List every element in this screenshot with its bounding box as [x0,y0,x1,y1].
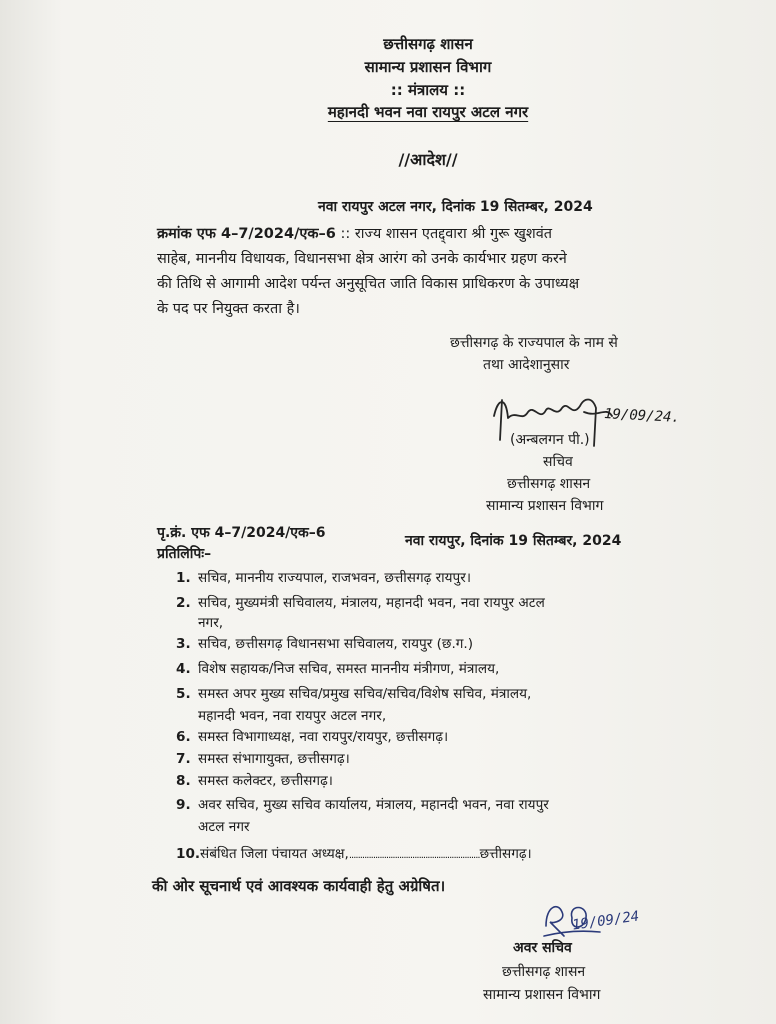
signatory-1-name: (अन्बलगन पी.) [510,432,590,448]
signatory-2-org-2: सामान्य प्रशासन विभाग [483,987,601,1003]
order-line-3: की तिथि से आगामी आदेश पर्यन्त अनुसूचित जाति विकास प्राधिकरण के उपाध्यक्ष [157,276,580,292]
list-item: 2. सचिव, मुख्यमंत्री सचिवालय, मंत्रालय, महानदी भवन, नवा रायपुर अटल [176,595,545,611]
header-line-3: :: मंत्रालय :: [390,81,466,99]
endorsement-place-date: नवा रायपुर, दिनांक 19 सितम्बर, 2024 [405,533,622,549]
signature-2-date: 19/09/24 [571,908,641,934]
list-item-continuation: महानदी भवन, नवा रायपुर अटल नगर, [198,708,387,724]
list-item: 10.संबंधित जिला पंचायत अध्यक्ष,............................................................छत्तीसगढ़। [176,846,532,862]
order-line-1-rest: :: राज्य शासन एतद्द्वारा श्री गुरू खुशवंत [340,226,553,242]
order-number: क्रमांक एफ 4–7/2024/एक–6 [157,226,336,242]
list-item: 9. अवर सचिव, मुख्य सचिव कार्यालय, मंत्रालय, महानदी भवन, नवा रायपुर [176,797,549,813]
copy-label: प्रतिलिपिः– [157,546,212,562]
order-title: //आदेश// [398,150,458,169]
closing-line: की ओर सूचनार्थ एवं आवश्यक कार्यवाही हेतु अग्रेषित। [152,877,446,895]
signature-1-date: 19/09/24. [603,406,681,426]
signatory-1-designation: सचिव [543,454,573,470]
signatory-1-org-1: छत्तीसगढ़ शासन [507,476,591,492]
header-line-4: महानदी भवन नवा रायपुर अटल नगर [327,103,529,121]
order-line-4: के पद पर नियुक्त करता है। [157,301,300,317]
list-item: 4. विशेष सहायक/निज सचिव, समस्त माननीय मंत्रीगण, मंत्रालय, [176,661,500,677]
order-line-2: साहेब, माननीय विधायक, विधानसभा क्षेत्र आरंग को उनके कार्यभार ग्रहण करने [157,251,567,267]
signatory-1-org-2: सामान्य प्रशासन विभाग [486,498,604,514]
header-line-1: छत्तीसगढ़ शासन [383,35,473,53]
list-item: 7. समस्त संभागायुक्त, छत्तीसगढ़। [176,751,350,767]
signatory-2-designation: अवर सचिव [513,940,572,956]
list-item-continuation: अटल नगर [198,819,250,835]
header-line-2: सामान्य प्रशासन विभाग [364,58,492,76]
list-item-continuation: नगर, [198,615,224,631]
list-item: 6. समस्त विभागाध्यक्ष, नवा रायपुर/रायपुर, छत्तीसगढ़। [176,729,449,745]
order-line-1 [157,222,552,247]
place-date: नवा रायपुर अटल नगर, दिनांक 19 सितम्बर, 2024 [318,199,593,215]
authority-line-2: तथा आदेशानुसार [483,357,570,373]
list-item: 5. समस्त अपर मुख्य सचिव/प्रमुख सचिव/सचिव/विशेष सचिव, मंत्रालय, [176,686,532,702]
signatory-2-org-1: छत्तीसगढ़ शासन [502,964,586,980]
list-item: 1. सचिव, माननीय राज्यपाल, राजभवन, छत्तीसगढ़ रायपुर। [176,570,471,586]
list-item: 3. सचिव, छत्तीसगढ़ विधानसभा सचिवालय, रायपुर (छ.ग.) [176,636,474,652]
endorsement-number: पृ.क्रं. एफ 4–7/2024/एक–6 [157,525,326,541]
list-item: 8. समस्त कलेक्टर, छत्तीसगढ़। [176,773,333,789]
authority-line-1: छत्तीसगढ़ के राज्यपाल के नाम से [450,335,618,351]
